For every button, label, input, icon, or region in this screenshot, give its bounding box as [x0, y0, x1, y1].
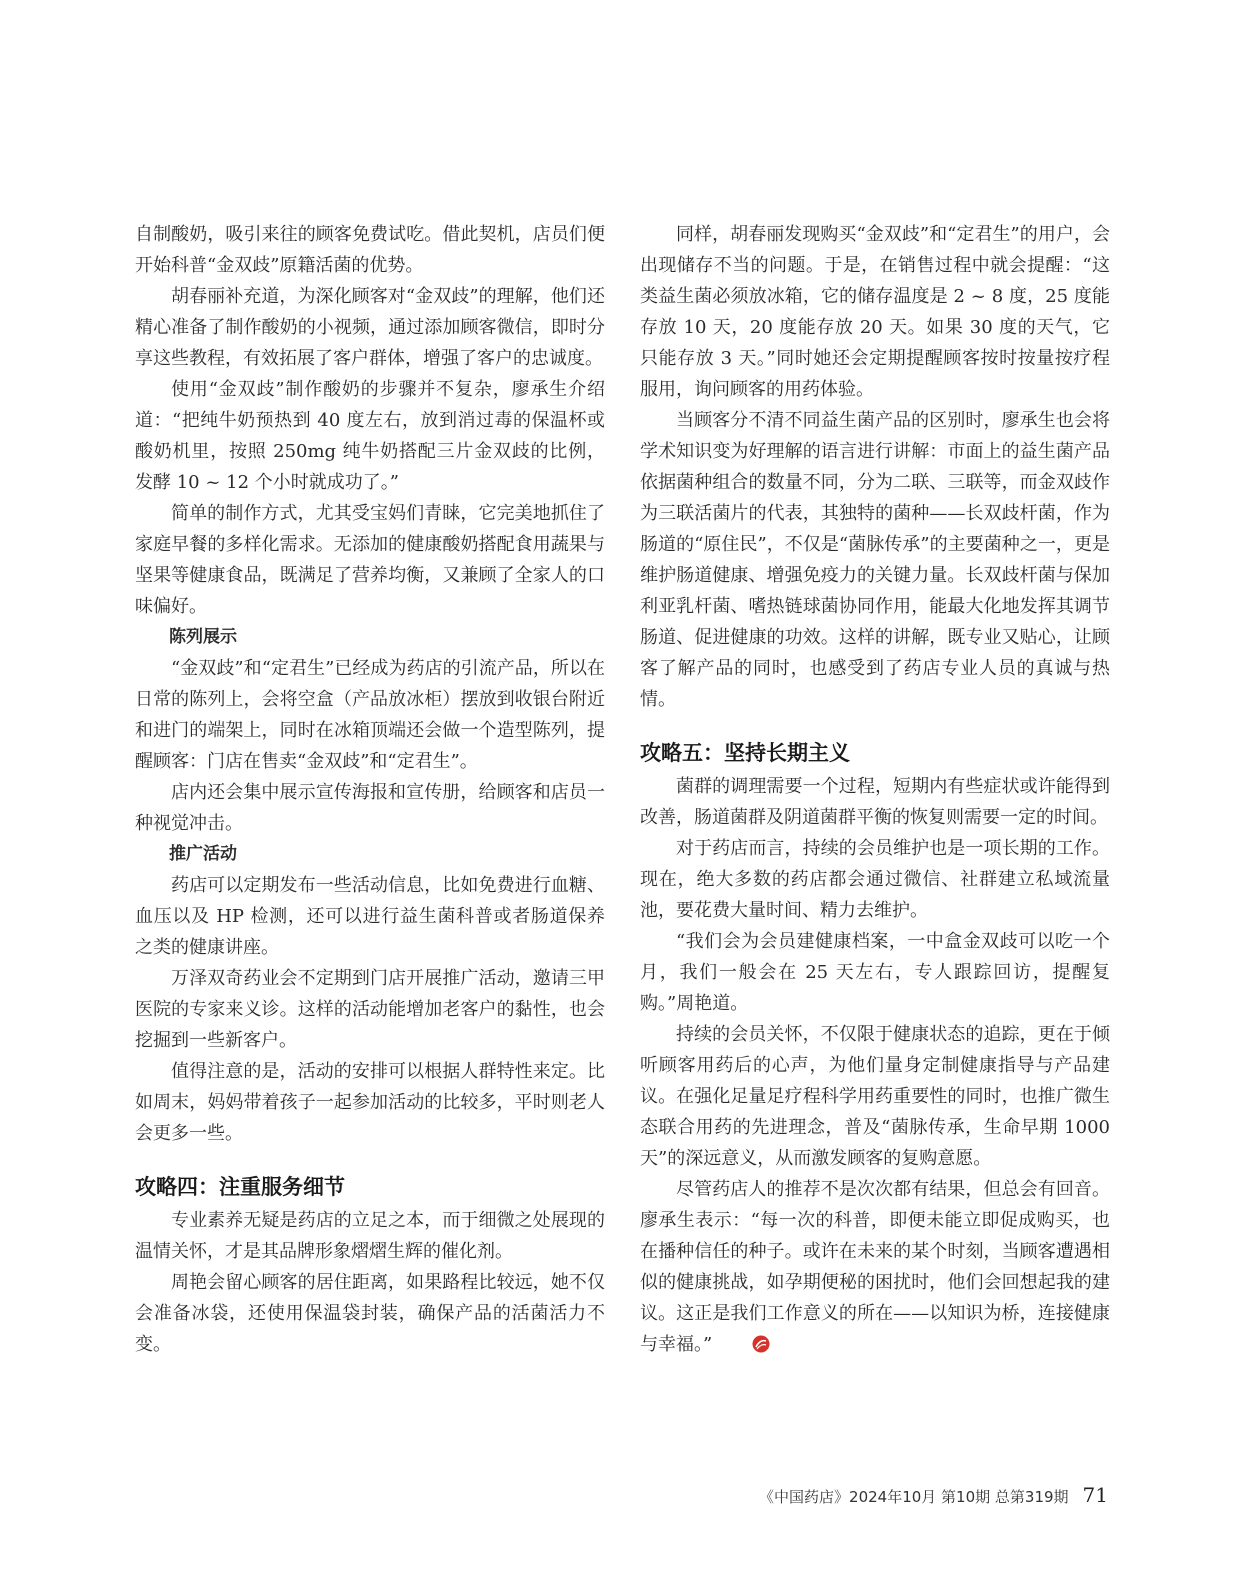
- paragraph: 周艳会留心顾客的居住距离，如果路程比较远，她不仅会准备冰袋，还使用保温袋封装，确保产品的活菌活力不变。: [135, 1272, 605, 1355]
- paragraph: “我们会为会员建健康档案，一中盒金双歧可以吃一个月，我们一般会在 25 天左右，专人跟踪回访，提醒复购。”周艳道。: [640, 931, 1110, 1014]
- section-heading-5: 攻略五：坚持长期主义: [640, 740, 850, 765]
- paragraph: 值得注意的是，活动的安排可以根据人群特性来定。比如周末，妈妈带着孩子一起参加活动的比较多，平时则老人会更多一些。: [135, 1061, 605, 1144]
- left-column: [135, 219, 605, 1360]
- paragraph: 万泽双奇药业会不定期到门店开展推广活动，邀请三甲医院的专家来义诊。这样的活动能增加老客户的黏性，也会挖掘到一些新客户。: [135, 968, 605, 1051]
- paragraph: 简单的制作方式，尤其受宝妈们青睐，它完美地抓住了家庭早餐的多样化需求。无添加的健康酸奶搭配食用蔬果与坚果等健康食品，既满足了营养均衡，又兼顾了全家人的口味偏好。: [135, 503, 605, 617]
- paragraph: 持续的会员关怀，不仅限于健康状态的追踪，更在于倾听顾客用药后的心声，为他们量身定制健康指导与产品建议。在强化足量足疗程科学用药重要性的同时，也推广微生态联合用药的先进理念，普及“菌脉传承，生命早期 1000 天”的深远意义，从而激发顾客的复购意愿。: [640, 1024, 1110, 1169]
- paragraph-final: [640, 1174, 1110, 1360]
- section-heading-4: 攻略四：注重服务细节: [135, 1174, 345, 1199]
- paragraph: 使用“金双歧”制作酸奶的步骤并不复杂，廖承生介绍道：“把纯牛奶预热到 40 度左右，放到消过毒的保温杯或酸奶机里，按照 250mg 纯牛奶搭配三片金双歧的比例，发酵 10 ~ 12 个小时就成功了。”: [135, 379, 605, 493]
- paragraph: 胡春丽补充道，为深化顾客对“金双歧”的理解，他们还精心准备了制作酸奶的小视频，通过添加顾客微信，即时分享这些教程，有效拓展了客户群体，增强了客户的忠诚度。: [135, 286, 605, 369]
- paragraph-text: 尽管药店人的推荐不是次次都有结果，但总会有回音。廖承生表示：“每一次的科普，即便未能立即促成购买，也在播种信任的种子。或许在未来的某个时刻，当顾客遭遇相似的健康挑战，如孕期便秘的困扰时，他们会回想起我的建议。这正是我们工作意义的所在——以知识为桥，连接健康与幸福。”: [640, 1179, 1110, 1355]
- paragraph: 自制酸奶，吸引来往的顾客免费试吃。借此契机，店员们便开始科普“金双歧”原籍活菌的优势。: [135, 224, 605, 276]
- end-mark-icon: [716, 1332, 734, 1350]
- paragraph: “金双歧”和“定君生”已经成为药店的引流产品，所以在日常的陈列上，会将空盒（产品放冰柜）摆放到收银台附近和进门的端架上，同时在冰箱顶端还会做一个造型陈列，提醒顾客：门店在售卖“金双歧”和“定君生”。: [135, 658, 605, 772]
- paragraph: 当顾客分不清不同益生菌产品的区别时，廖承生也会将学术知识变为好理解的语言进行讲解：市面上的益生菌产品依据菌种组合的数量不同，分为二联、三联等，而金双歧作为三联活菌片的代表，其独特的菌种——长双歧杆菌，作为肠道的“原住民”，不仅是“菌脉传承”的主要菌种之一，更是维护肠道健康、增强免疫力的关键力量。长双歧杆菌与保加利亚乳杆菌、嗜热链球菌协同作用，能最大化地发挥其调节肠道、促进健康的功效。这样的讲解，既专业又贴心，让顾客了解产品的同时，也感受到了药店专业人员的真诚与热情。: [640, 410, 1110, 710]
- end-mark-circle: [753, 1336, 770, 1353]
- subheading-display: 陈列展示: [169, 627, 237, 647]
- subheading-promotion: 推广活动: [169, 844, 237, 864]
- paragraph: 同样，胡春丽发现购买“金双歧”和“定君生”的用户，会出现储存不当的问题。于是，在销售过程中就会提醒：“这类益生菌必须放冰箱，它的储存温度是 2 ~ 8 度，25 度能存放 10 天，20 度能存放 20 天。如果 30 度的天气，它只能存放 3 天。”同时她还会定期提醒顾客按时按量按疗程服用，询问顾客的用药体验。: [640, 224, 1110, 400]
- paragraph: 店内还会集中展示宣传海报和宣传册，给顾客和店员一种视觉冲击。: [135, 782, 605, 834]
- journal-info: 《中国药店》2024年10月 第10期 总第319期: [759, 1488, 1069, 1506]
- right-column: [640, 219, 1110, 1360]
- paragraph: 菌群的调理需要一个过程，短期内有些症状或许能得到改善，肠道菌群及阴道菌群平衡的恢复则需要一定的时间。: [640, 776, 1110, 828]
- paragraph: 专业素养无疑是药店的立足之本，而于细微之处展现的温情关怀，才是其品牌形象熠熠生辉的催化剂。: [135, 1210, 605, 1262]
- paragraph: 对于药店而言，持续的会员维护也是一项长期的工作。现在，绝大多数的药店都会通过微信、社群建立私域流量池，要花费大量时间、精力去维护。: [640, 838, 1110, 921]
- paragraph: 药店可以定期发布一些活动信息，比如免费进行血糖、血压以及 HP 检测，还可以进行益生菌科普或者肠道保养之类的健康讲座。: [135, 875, 605, 958]
- page-footer: [759, 1483, 1108, 1507]
- page-number: 71: [1082, 1483, 1108, 1507]
